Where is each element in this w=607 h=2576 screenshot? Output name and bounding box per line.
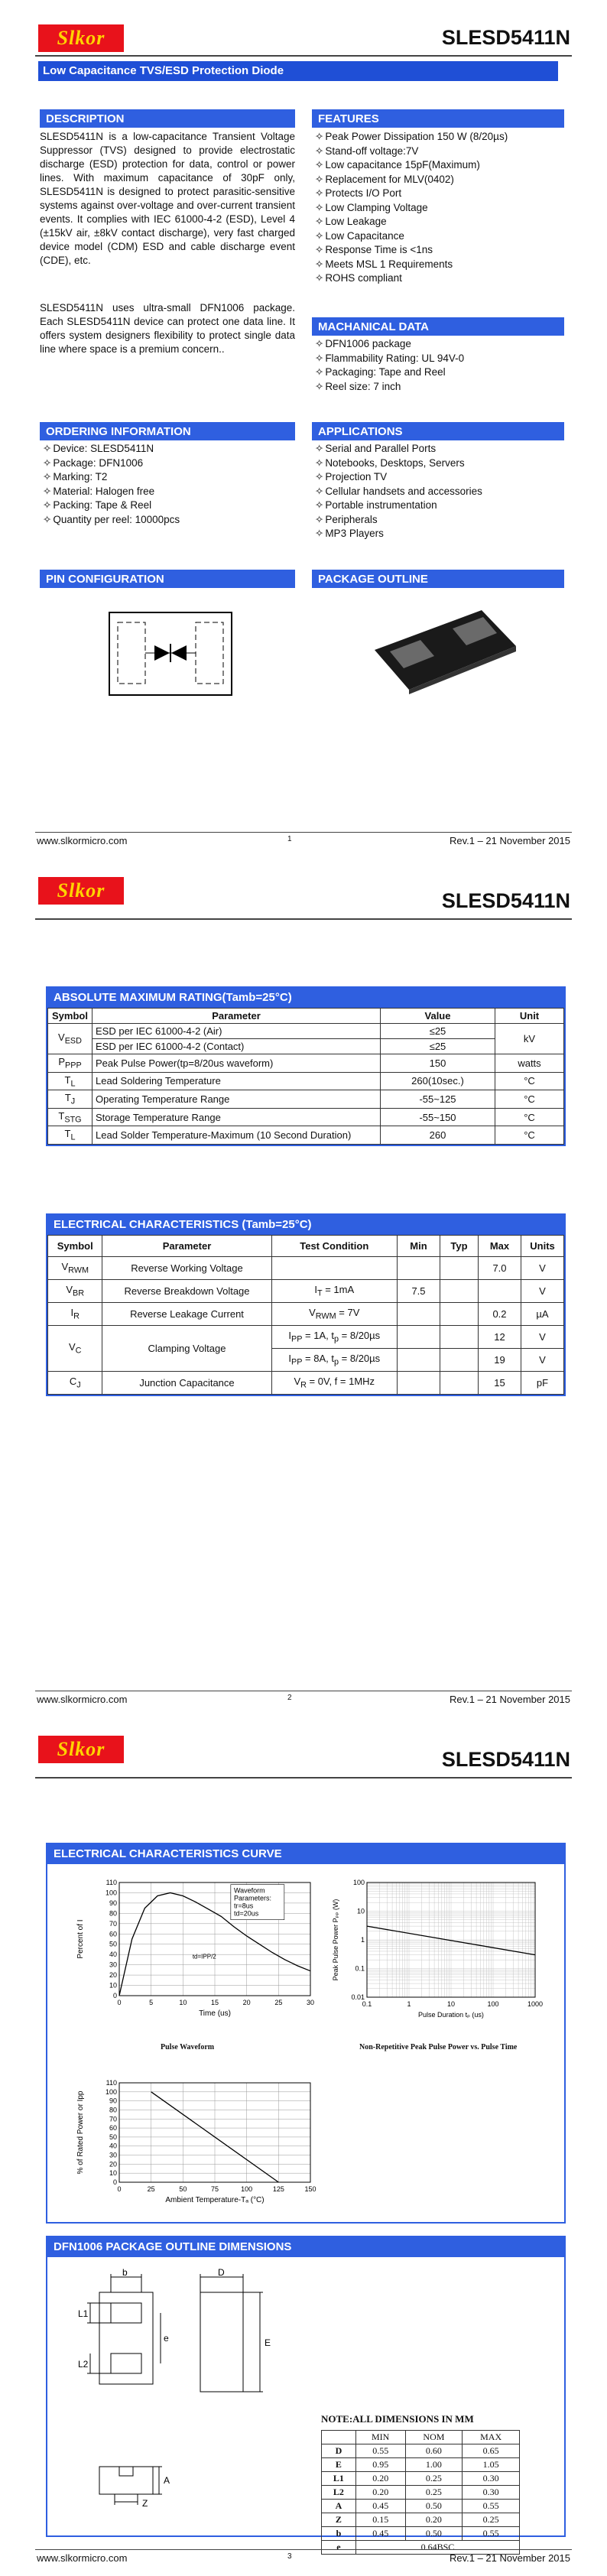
feature-item: ✧ Peak Power Dissipation 150 W (8/20µs) (315, 130, 564, 145)
table-row: $T_L$ Lead Solder Temperature-Maximum (10 Second Duration) 260 °C (48, 1126, 564, 1145)
ordering-title: ORDERING INFORMATION (40, 422, 295, 440)
x-tick-label: 0 (117, 2185, 122, 2193)
package-photo (359, 604, 527, 696)
table-row: D 0.55 0.60 0.65 (322, 2444, 520, 2458)
y-tick-label: 10 (356, 1907, 365, 1915)
y-tick-label: 70 (109, 1919, 117, 1928)
mechanical-item: ✧ Packaging: Tape and Reel (315, 365, 564, 380)
dim-label-l1: L1 (78, 2308, 89, 2319)
chart2-caption: Non-Repetitive Peak Pulse Power vs. Pulse Time (359, 2043, 518, 2051)
pulse-power-chart (329, 1875, 550, 2020)
x-tick-label: 25 (274, 1999, 283, 2006)
y-tick-label: 10 (109, 1981, 117, 1990)
y-tick-label: 50 (109, 2133, 117, 2141)
footer-url: www.slkormicro.com (37, 1694, 128, 1705)
ordering-item: ✧ Device: SLESD5411N (43, 442, 295, 456)
applications-list (315, 442, 564, 541)
table-row: ESD per IEC 61000-4-2 (Contact) ≤25 (48, 1039, 564, 1054)
x-tick-label: 0.1 (362, 2000, 372, 2008)
footer-page-3 (35, 2549, 572, 2565)
x-tick-label: 125 (272, 2185, 284, 2193)
table-header: Max (479, 1236, 521, 1257)
table-header: Unit (495, 1009, 564, 1024)
feature-item: ✧ Low Capacitance (315, 229, 564, 244)
x-tick-label: 150 (304, 2185, 316, 2193)
table-header: Parameter (102, 1236, 271, 1257)
y-tick-label: 10 (109, 2169, 117, 2178)
table-row: A 0.45 0.50 0.55 (322, 2500, 520, 2513)
y-tick-label: 30 (109, 1960, 117, 1969)
brand-logo: Slkor (38, 877, 124, 905)
ordering-list (43, 442, 295, 527)
footer-url: www.slkormicro.com (37, 835, 128, 846)
y-tick-label: 110 (105, 1879, 117, 1886)
page-2 (0, 859, 607, 1717)
mechanical-item: ✧ Flammability Rating: UL 94V-0 (315, 352, 564, 366)
table-row: Z 0.15 0.20 0.25 (322, 2513, 520, 2527)
y-tick-label: 60 (109, 2124, 117, 2133)
annotation-text: td=IPP/2 (192, 1953, 216, 1960)
table-header (322, 2431, 356, 2444)
y-tick-label: 40 (109, 1951, 117, 1959)
table-header: Units (521, 1236, 564, 1257)
table-row: E 0.95 1.00 1.05 (322, 2458, 520, 2472)
y-tick-label: 100 (352, 1879, 365, 1886)
part-number: SLESD5411N (441, 26, 570, 49)
elec-table (47, 1235, 564, 1395)
application-item: ✧ Cellular handsets and accessories (315, 485, 564, 499)
applications-title: APPLICATIONS (312, 422, 564, 440)
table-header: Parameter (93, 1009, 381, 1024)
footer-page-1 (35, 832, 572, 847)
page-header (35, 23, 572, 77)
page-number: 1 (287, 835, 292, 843)
x-tick-label: 1000 (527, 2000, 544, 2008)
table-row: $V_{RWM}$ Reverse Working Voltage 7.0 V (48, 1257, 564, 1280)
footer-rule (35, 832, 572, 833)
x-tick-label: 25 (147, 2185, 155, 2193)
pulse-waveform-chart (73, 1875, 318, 2020)
y-tick-label: 70 (109, 2115, 117, 2123)
page-number: 2 (287, 1694, 292, 1702)
table-row: L2 0.20 0.25 0.30 (322, 2486, 520, 2500)
feature-item: ✧ Protects I/O Port (315, 187, 564, 201)
header-rule (35, 918, 572, 920)
ordering-item: ✧ Package: DFN1006 (43, 456, 295, 471)
application-item: ✧ Notebooks, Desktops, Servers (315, 456, 564, 471)
application-item: ✧ Projection TV (315, 470, 564, 485)
ordering-item: ✧ Marking: T2 (43, 470, 295, 485)
feature-item: ✧ ROHS compliant (315, 271, 564, 286)
y-axis-label: % of Rated Power or Ipp (76, 2090, 85, 2175)
feature-item: ✧ Low Leakage (315, 215, 564, 229)
page-1 (0, 0, 607, 859)
x-tick-label: 15 (210, 1999, 219, 2006)
dim-label-e: e (164, 2333, 169, 2344)
table-header: MAX (463, 2431, 520, 2444)
y-tick-label: 50 (109, 1940, 117, 1948)
feature-item: ✧ Meets MSL 1 Requirements (315, 258, 564, 272)
table-header: Test Condition (271, 1236, 398, 1257)
y-tick-label: 0 (112, 2178, 117, 2186)
y-tick-label: 100 (105, 1889, 117, 1897)
x-tick-label: 30 (306, 1999, 315, 2006)
annotation-text: tr=8us (234, 1902, 254, 1910)
description-p1: SLESD5411N is a low-capacitance Transient Voltage Suppressor (TVS) designed to provide electrostatic discharge (ESD) protection for data, control or power lines. With maximum capacitance of 30pF only, SLESD5411N is designed to protect parasitic-sensitive systems against over-voltage and over-current transient events. It complies with IEC 61000-4-2 (ESD), Level 4 (±15kV air, ±8kV contact discharge), very fast charged device model (CDM) ESD and cable discharge event (CDE), etc. (40, 131, 295, 266)
derating-chart (73, 2077, 318, 2214)
footer-rev: Rev.1 – 21 November 2015 (449, 835, 570, 846)
chart1-caption: Pulse Waveform (161, 2043, 215, 2051)
feature-item: ✧ Replacement for MLV(0402) (315, 173, 564, 187)
part-number: SLESD5411N (441, 889, 570, 912)
x-axis-label: Time (us) (199, 2009, 231, 2018)
table-header: Symbol (48, 1236, 102, 1257)
pin-configuration-diagram (109, 612, 232, 696)
abs-max-title: ABSOLUTE MAXIMUM RATING(Tamb=25°C) (47, 988, 564, 1008)
table-row: L1 0.20 0.25 0.30 (322, 2472, 520, 2486)
footer-rev: Rev.1 – 21 November 2015 (449, 1694, 570, 1705)
application-item: ✧ Portable instrumentation (315, 499, 564, 513)
y-tick-label: 0 (112, 1992, 117, 1999)
table-row: $T_L$ Lead Soldering Temperature 260(10sec.) °C (48, 1072, 564, 1090)
table-row: $P_{PPP}$ Peak Pulse Power(tp=8/20us waveform) 150 watts (48, 1054, 564, 1073)
description-p2: SLESD5411N uses ultra-small DFN1006 package. Each SLESD5411N device can protect one data line. It offers system designers flexibility to protect single data line where space is a premium concern.. (40, 302, 295, 355)
x-tick-label: 1 (407, 2000, 411, 2008)
y-tick-label: 1 (360, 1936, 365, 1944)
page-3 (0, 1717, 607, 2576)
dim-label-d: D (218, 2267, 225, 2278)
page-number: 3 (287, 2552, 292, 2561)
part-number: SLESD5411N (441, 1748, 570, 1771)
dim-label-l2: L2 (78, 2359, 89, 2370)
table-row: e 0.64BSC (322, 2541, 520, 2555)
table-row: $T_{STG}$ Storage Temperature Range -55~150 °C (48, 1108, 564, 1126)
features-list (315, 130, 564, 286)
footer-page-2 (35, 1691, 572, 1706)
x-axis-label: Pulse Duration tₚ (us) (418, 2011, 484, 2019)
application-item: ✧ Serial and Parallel Ports (315, 442, 564, 456)
elec-title: ELECTRICAL CHARACTERISTICS (Tamb=25°C) (47, 1215, 564, 1235)
brand-logo: Slkor (38, 24, 124, 52)
dim-label-a: A (164, 2475, 170, 2486)
page-header (35, 1734, 572, 1782)
table-header: NOM (405, 2431, 463, 2444)
pin-config-title: PIN CONFIGURATION (40, 570, 295, 588)
table-row: $T_J$ Operating Temperature Range -55~125 °C (48, 1090, 564, 1109)
x-tick-label: 10 (446, 2000, 456, 2008)
table-header: Typ (440, 1236, 479, 1257)
ordering-item: ✧ Quantity per reel: 10000pcs (43, 513, 295, 528)
abs-max-table-box (46, 986, 566, 1146)
feature-item: ✧ Low Clamping Voltage (315, 201, 564, 216)
table-header: Symbol (48, 1009, 93, 1024)
x-tick-label: 5 (149, 1999, 154, 2006)
table-row: $I_R$ Reverse Leakage Current $V_{RWM} = 7V$ 0.2 µA (48, 1303, 564, 1326)
table-row: $C_J$ Junction Capacitance $V_R = 0V$, f = 1MHz 15 pF (48, 1372, 564, 1395)
annotation-text: Waveform (234, 1886, 265, 1895)
y-axis-label: Peak Pulse Power Pₚₚ (W) (332, 1899, 339, 1981)
dims-table (321, 2430, 520, 2555)
dim-label-b: b (122, 2267, 128, 2278)
curve-title: ELECTRICAL CHARACTERISTICS CURVE (47, 1844, 564, 1864)
mechanical-list (315, 337, 564, 394)
x-tick-label: 50 (179, 2185, 187, 2193)
features-title: FEATURES (312, 109, 564, 128)
dims-note: NOTE:ALL DIMENSIONS IN MM (321, 2413, 474, 2425)
feature-item: ✧ Low capacitance 15pF(Maximum) (315, 158, 564, 173)
y-tick-label: 30 (109, 2151, 117, 2159)
table-row: b 0.45 0.50 0.55 (322, 2527, 520, 2541)
mechanical-title: MACHANICAL DATA (312, 317, 564, 336)
feature-item: ✧ Stand-off voltage:7V (315, 145, 564, 159)
table-header: Value (381, 1009, 495, 1024)
table-row: $I_{PP} = 8A$, $t_p = 8/20\mu s$ 19 V (48, 1349, 564, 1372)
package-outline-title: PACKAGE OUTLINE (312, 570, 564, 588)
y-tick-label: 100 (105, 2087, 117, 2096)
table-row: $V_{ESD}$ ESD per IEC 61000-4-2 (Air) ≤25 kV (48, 1024, 564, 1039)
package-dimension-drawing (76, 2266, 275, 2526)
application-item: ✧ MP3 Players (315, 527, 564, 541)
y-tick-label: 40 (109, 2142, 117, 2150)
table-header: MIN (355, 2431, 405, 2444)
table-header: Min (398, 1236, 440, 1257)
feature-item: ✧ Response Time is <1ns (315, 243, 564, 258)
mechanical-item: ✧ Reel size: 7 inch (315, 380, 564, 395)
x-tick-label: 10 (179, 1999, 187, 2006)
y-tick-label: 80 (109, 2106, 117, 2114)
x-tick-label: 0 (117, 1999, 122, 2006)
footer-rev: Rev.1 – 21 November 2015 (449, 2552, 570, 2564)
pkg-title: DFN1006 PACKAGE OUTLINE DIMENSIONS (47, 2237, 564, 2257)
footer-url: www.slkormicro.com (37, 2552, 128, 2564)
brand-logo: Slkor (38, 1736, 124, 1763)
elec-table-box (46, 1213, 566, 1396)
y-tick-label: 0.01 (351, 1993, 365, 2001)
footer-rule (35, 2549, 572, 2550)
header-rule (35, 1777, 572, 1779)
dim-label-z: Z (142, 2498, 148, 2509)
ordering-item: ✧ Material: Halogen free (43, 485, 295, 499)
application-item: ✧ Peripherals (315, 513, 564, 528)
title-banner: Low Capacitance TVS/ESD Protection Diode (38, 61, 558, 81)
table-row: $V_C$ Clamping Voltage $I_{PP} = 1A$, $t_p = 8/20\mu s$ 12 V (48, 1326, 564, 1349)
annotation-text: Parameters: (234, 1894, 272, 1902)
y-tick-label: 80 (109, 1909, 117, 1918)
ordering-item: ✧ Packing: Tape & Reel (43, 499, 295, 513)
y-tick-label: 90 (109, 1899, 117, 1907)
x-tick-label: 20 (242, 1999, 251, 2006)
description-title: DESCRIPTION (40, 109, 295, 128)
y-axis-label: Percent of I (76, 1919, 85, 1959)
y-tick-label: 0.1 (355, 1964, 365, 1973)
y-tick-label: 60 (109, 1930, 117, 1938)
dim-label-E: E (265, 2337, 271, 2348)
x-tick-label: 75 (210, 2185, 219, 2193)
annotation-text: td=20us (234, 1909, 259, 1918)
y-tick-label: 110 (105, 2079, 117, 2087)
y-tick-label: 90 (109, 2097, 117, 2105)
y-tick-label: 20 (109, 2160, 117, 2168)
y-tick-label: 20 (109, 1971, 117, 1980)
header-rule (35, 55, 572, 57)
abs-max-table (47, 1008, 564, 1145)
mechanical-item: ✧ DFN1006 package (315, 337, 564, 352)
x-axis-label: Ambient Temperature-Tₐ (°C) (165, 2196, 265, 2204)
table-row: $V_{BR}$ Reverse Breakdown Voltage $I_T = 1mA$ 7.5 V (48, 1280, 564, 1303)
page-header (35, 875, 572, 923)
x-tick-label: 100 (241, 2185, 253, 2193)
x-tick-label: 100 (487, 2000, 499, 2008)
